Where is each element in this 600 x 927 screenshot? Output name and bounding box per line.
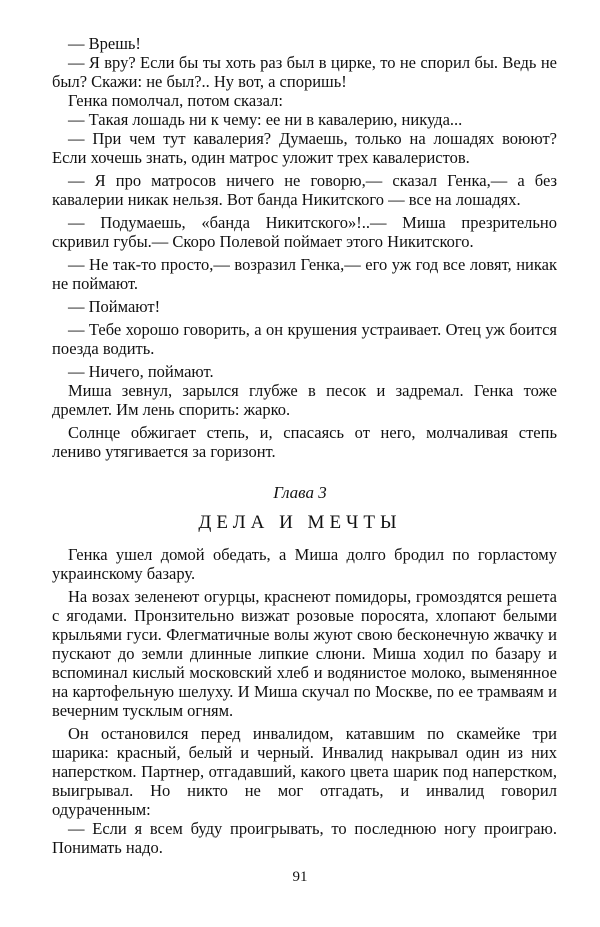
paragraph: Генка помолчал, потом сказал: — [68, 91, 283, 110]
paragraph: — Тебе хорошо говорить, а он крушения устраивает. Отец уж боится поезда водить. — [52, 320, 557, 358]
paragraph: — Врешь! — [68, 34, 141, 53]
paragraph: Миша зевнул, зарылся глубже в песок и задремал. Генка тоже дремлет. Им лень спорить: жарко. — [52, 381, 557, 419]
paragraph: — Я вру? Если бы ты хоть раз был в цирке, то не спорил бы. Ведь не был? Скажи: не был?.. Ну вот, а споришь! — [52, 53, 557, 91]
paragraph: На возах зеленеют огурцы, краснеют помидоры, громоздятся решета с ягодами. Пронзительно визжат розовые поросята, хлопают белыми крыльями гуси. Флегматичные волы жуют свою бесконечную жвачку и пускают до земли длинные липкие слюни. Миша ходил по базару и вспоминал кислый московский хлеб и водянистое молоко, выменянное на картофельную шелуху. И Миша скучал по Москве, по ее трамваям и вечерним тусклым огням. — [52, 587, 557, 720]
paragraph: Генка ушел домой обедать, а Миша долго бродил по горластому украинскому базару. — [52, 545, 557, 583]
paragraph: — Ничего, поймают. — [68, 362, 214, 381]
paragraph: Он остановился перед инвалидом, катавшим по скамейке три шарика: красный, белый и черный. Инвалид накрывал один из них наперстком. Партнер, отгадавший, какого цвета шарик под наперстком, выигрывал. Но никто не мог отгадать, и инвалид говорил одураченным: — [52, 724, 557, 819]
top-text-block — [52, 34, 557, 461]
chapter-title: ДЕЛА И МЕЧТЫ — [198, 512, 402, 533]
page-number: 91 — [292, 869, 308, 885]
paragraph: — Я про матросов ничего не говорю,— сказал Генка,— а без кавалерии никак нельзя. Вот банда Никитского — все на лошадях. — [52, 171, 557, 209]
paragraph: — При чем тут кавалерия? Думаешь, только на лошадях воюют? Если хочешь знать, один матрос уложит трех кавалеристов. — [52, 129, 557, 167]
bottom-text-block — [52, 545, 557, 857]
paragraph: — Подумаешь, «банда Никитского»!..— Миша презрительно скривил губы.— Скоро Полевой поймает этого Никитского. — [52, 213, 557, 251]
chapter-label: Глава 3 — [273, 483, 327, 502]
paragraph: — Такая лошадь ни к чему: ее ни в кавалерию, никуда... — [68, 110, 463, 129]
paragraph: Солнце обжигает степь, и, спасаясь от него, молчаливая степь лениво утягивается за горизонт. — [52, 423, 557, 461]
paragraph: — Поймают! — [68, 297, 161, 316]
paragraph: — Не так-то просто,— возразил Генка,— его уж год все ловят, никак не поймают. — [52, 255, 557, 293]
paragraph: — Если я всем буду проигрывать, то последнюю ногу проиграю. Понимать надо. — [52, 819, 557, 857]
